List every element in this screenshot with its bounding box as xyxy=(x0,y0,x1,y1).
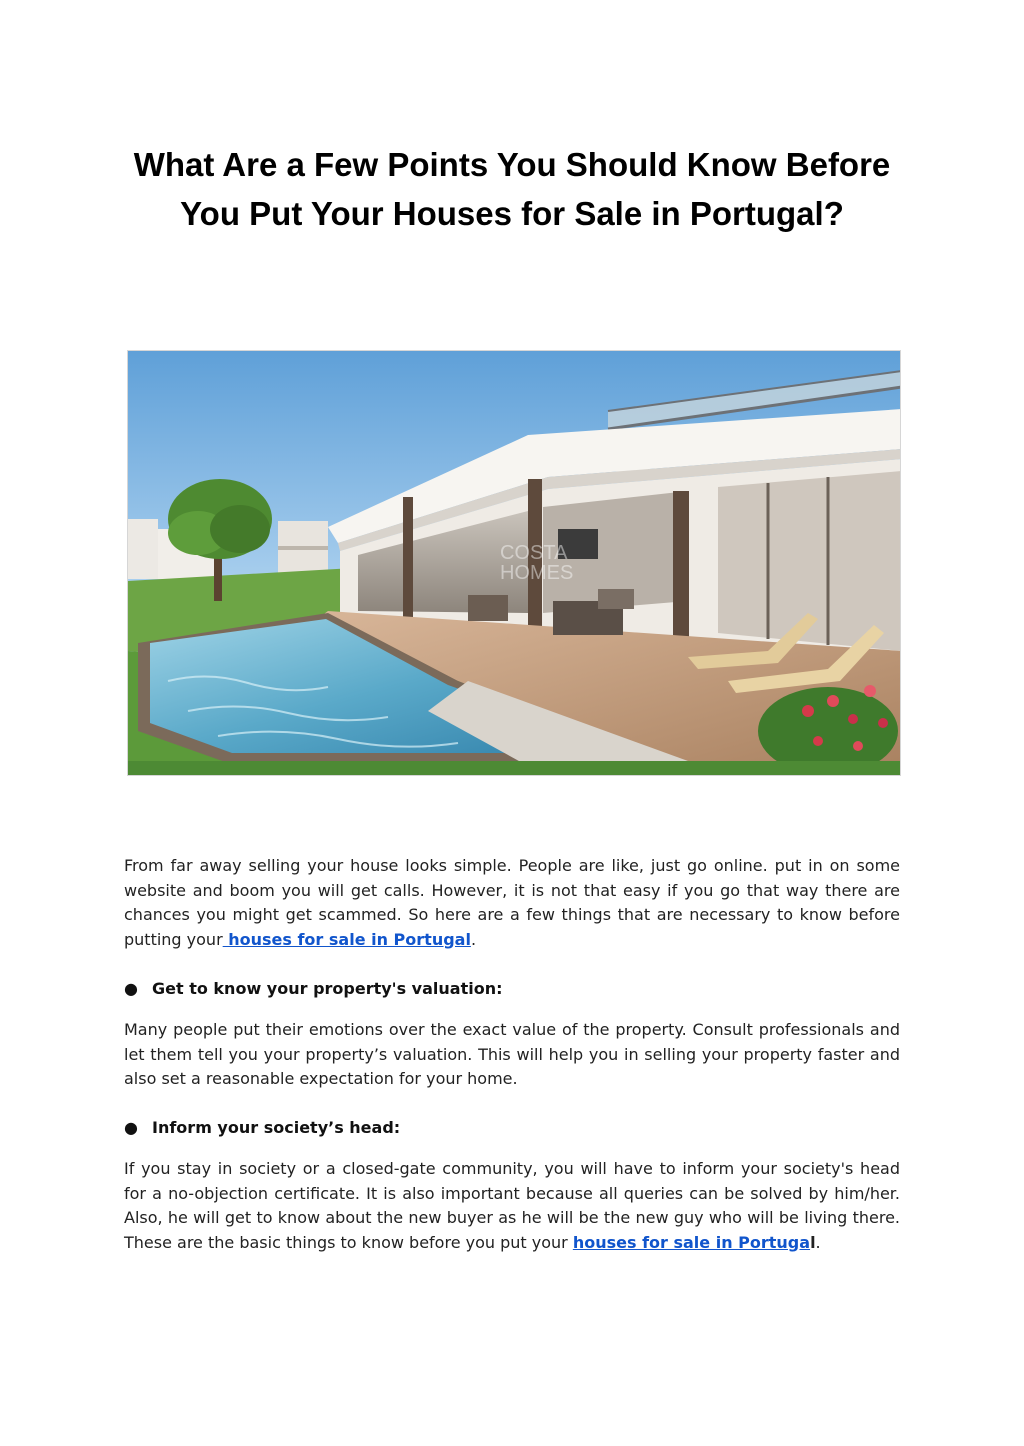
watermark-line-1: COSTA xyxy=(500,542,568,564)
bullet-icon: ● xyxy=(124,979,138,998)
bullet-icon: ● xyxy=(124,1118,138,1137)
society-paragraph xyxy=(124,1157,900,1255)
intro-paragraph xyxy=(124,854,900,952)
section-heading-text: Inform your society’s head: xyxy=(152,1118,401,1137)
intro-end: . xyxy=(470,929,477,949)
section-heading-valuation xyxy=(124,977,900,1001)
intro-text: From far away selling your house looks simple. People are like, just go online. put in on some website and boom you will get calls. However, it is not that easy if you go that way there are chances you might get scammed. So here are a few things that are necessary to know before putting your xyxy=(124,856,900,949)
society-end: . xyxy=(815,1232,821,1252)
hero-image-house-with-pool xyxy=(127,350,901,776)
section-heading-society xyxy=(124,1116,900,1140)
houses-for-sale-link-1[interactable]: houses for sale in Portugal xyxy=(222,929,471,949)
watermark-line-2: HOMES xyxy=(500,562,574,584)
valuation-paragraph: Many people put their emotions over the exact value of the property. Consult professionals and let them tell you your property’s valuation. This will help you in selling your property faster and also set a reasonable expectation for your home. xyxy=(124,1020,900,1088)
houses-for-sale-link-2[interactable]: houses for sale in Portuga xyxy=(572,1232,811,1252)
page-title: What Are a Few Points You Should Know Before You Put Your Houses for Sale in Portugal? xyxy=(133,146,891,232)
section-heading-text: Get to know your property's valuation: xyxy=(152,979,503,998)
link-tail: l xyxy=(810,1232,816,1252)
society-text: If you stay in society or a closed-gate community, you will have to inform your society's head for a no-objection certificate. It is also important because all queries can be solved by him/her. Also, he will get to know about the new buyer as he will be the new guy who will be living there. These are the basic things to know before you put your xyxy=(124,1159,900,1252)
